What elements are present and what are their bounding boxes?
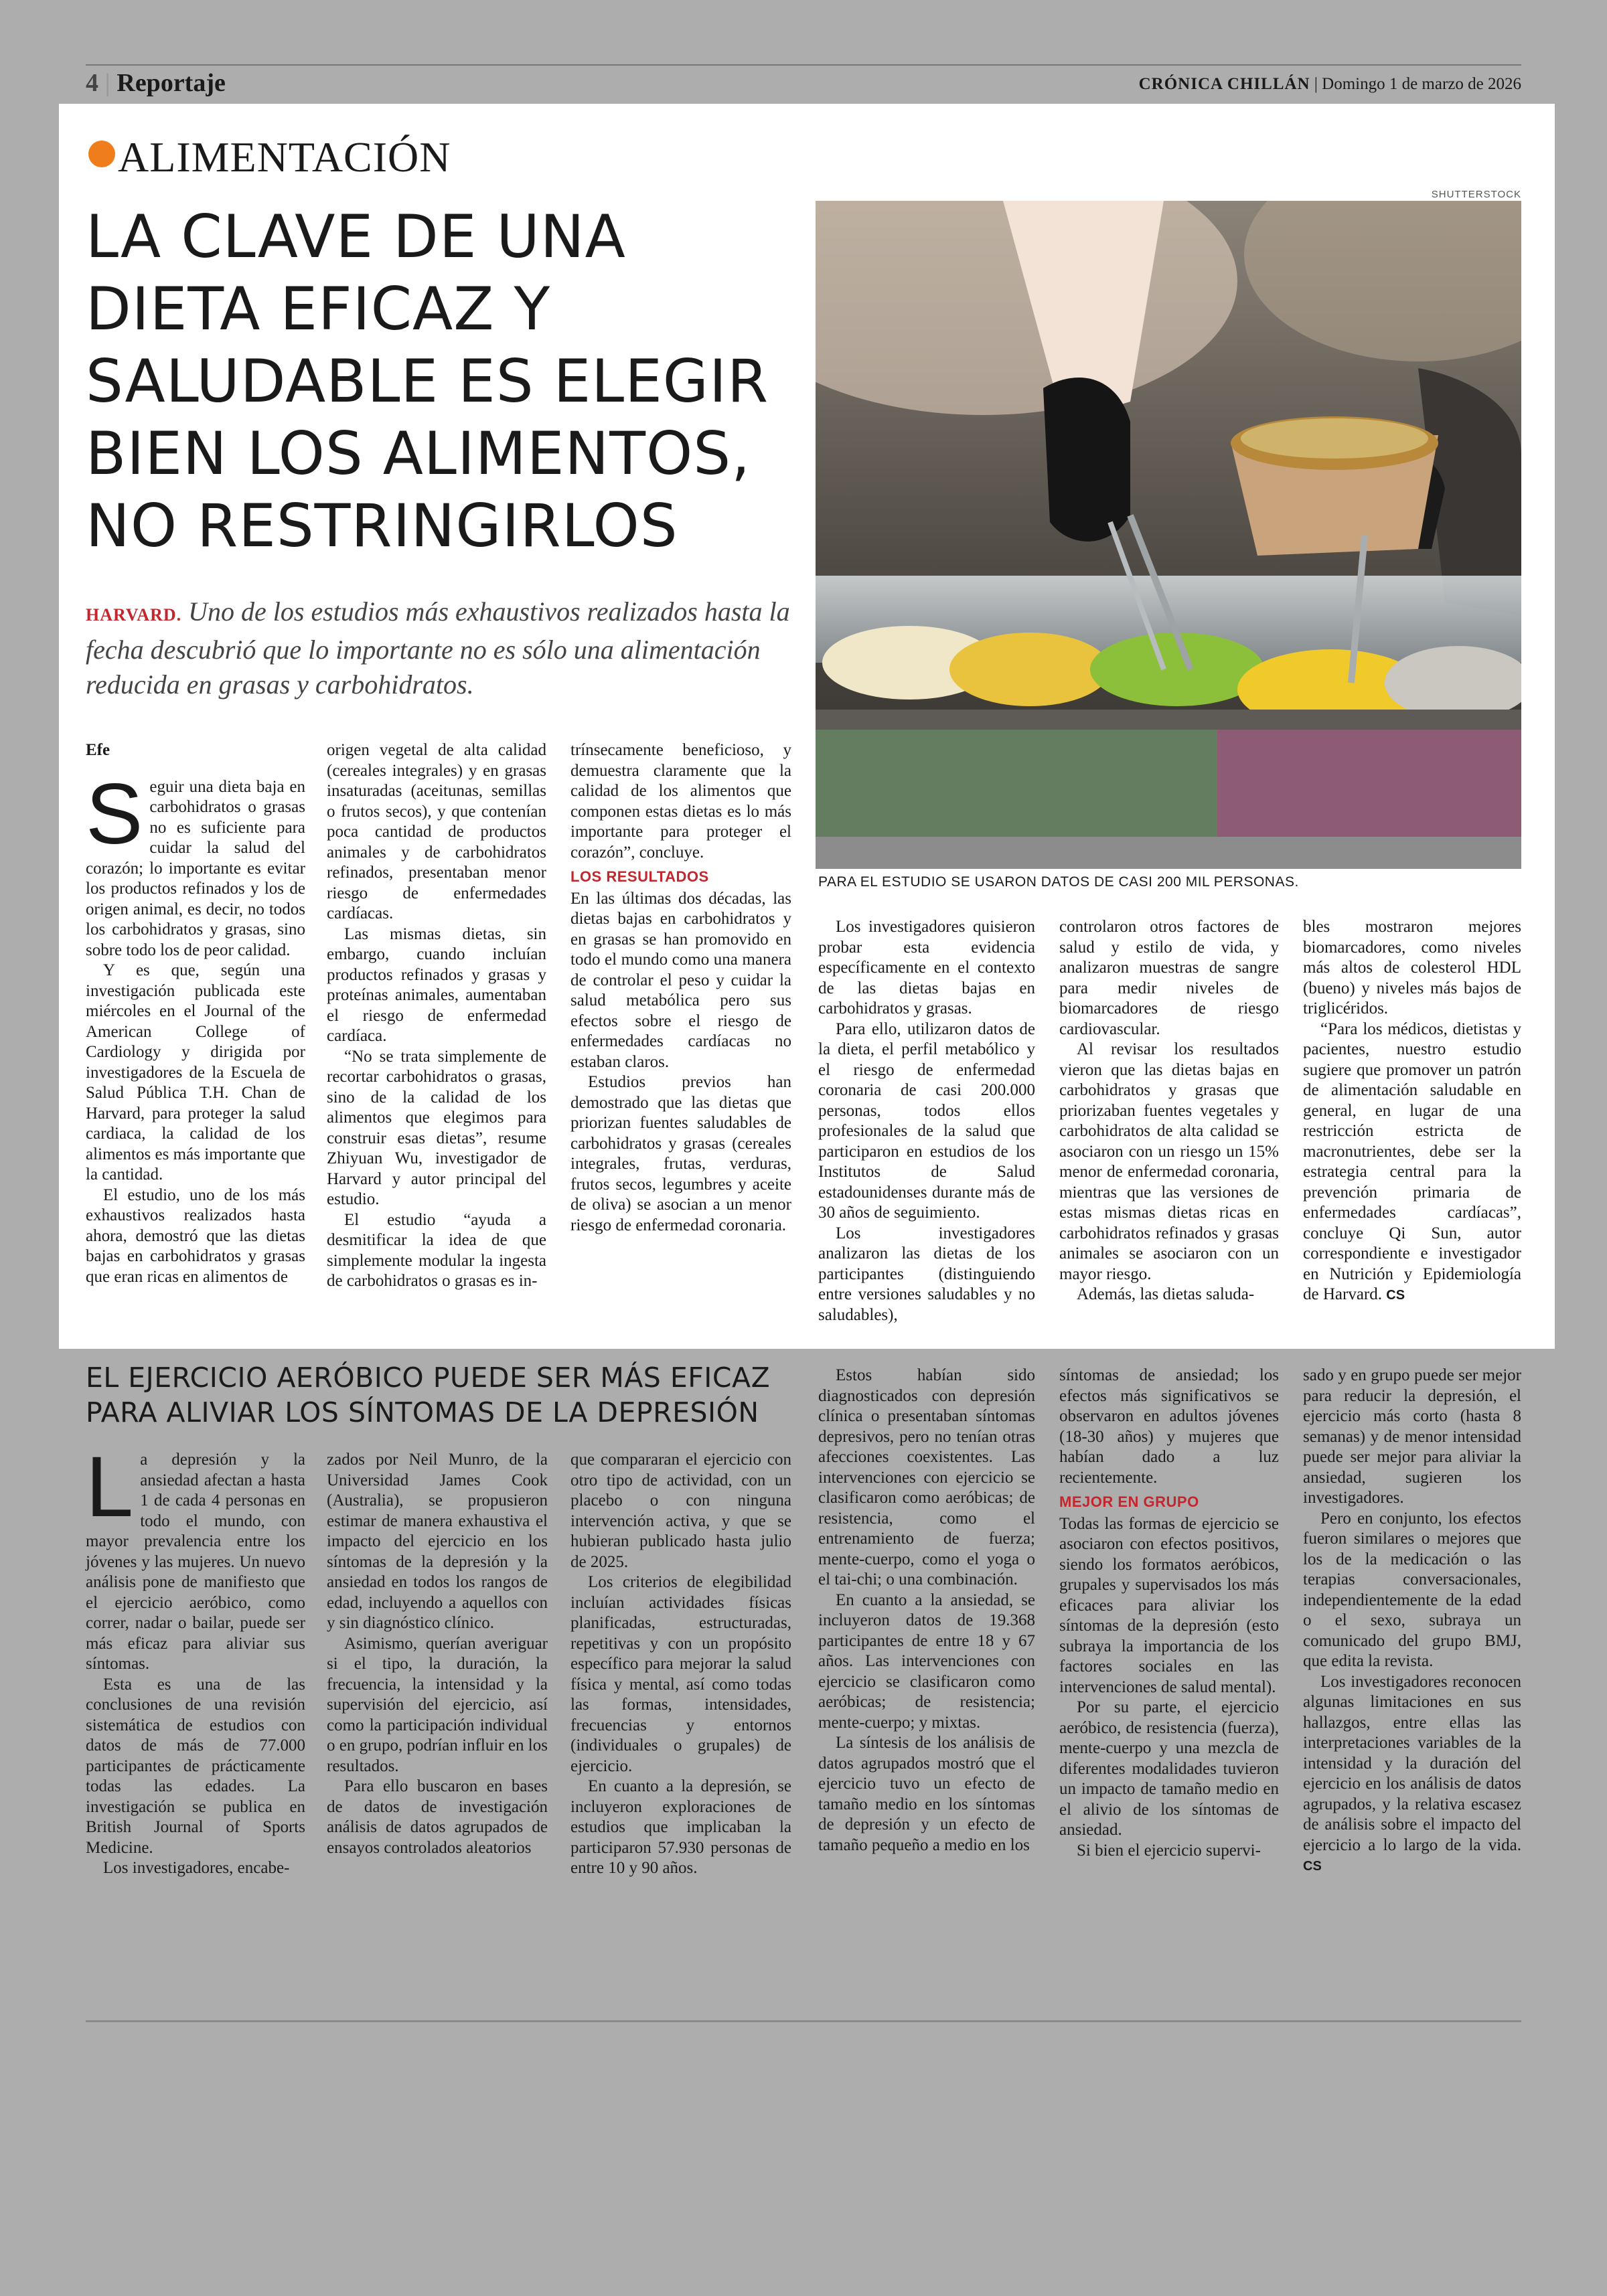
paragraph: En las últimas dos décadas, las dietas bajas en carbohidratos y en grasas se han promovido en todo el mundo como una manera de controlar el peso y cuidar la salud metabólica pero sus efectos sobre el riesgo de enfermedades cardíacas no estaban claros. xyxy=(570,889,791,1071)
paragraph: Los criterios de elegibilidad incluían actividades físicas planificadas, estructuradas, repetitivas y con un propósito específico para mejorar la salud física y mental, así como todas las formas, intensidades, frecuencias y entornos (individuales o grupales) de ejercicio. xyxy=(570,1573,791,1775)
article1-column-4 xyxy=(818,917,1035,1325)
headline-line: SALUDABLE ES ELEGIR xyxy=(86,347,769,416)
paragraph: Estos habían sido diagnosticados con depresión clínica o presentaban síntomas depresivos, pero no tenían otras afecciones coexistentes. Las intervenciones con ejercicio se clasificaron como aeróbicas; de resistencia, como el entrenamiento de fuerza; mente-cuerpo, como el yoga o el tai-chi; o una combinación. xyxy=(818,1366,1035,1588)
paragraph: En cuanto a la ansiedad, se incluyeron datos de 19.368 participantes de entre 18 y 67 años. Las intervenciones con ejercicio se clasificaron como aeróbicas; de resistencia; mente-cuerpo; y mixtas. xyxy=(818,1590,1035,1732)
paragraph: Los investigadores analizaron las dietas de los participantes (distinguiendo entre versiones saludables y no saludables), xyxy=(818,1224,1035,1324)
paragraph-text: “Para los médicos, dietistas y pacientes, nuestro estudio sugiere que promover un patrón de alimentación saludable en general, en lugar de una restricción estricta de macronutrientes, debe ser la estrategia central para la prevención primaria de enfermedades cardíacas”, concluye Qi Sun, autor correspondiente e investigador en Nutrición y Epidemiología de Harvard. xyxy=(1303,1019,1521,1303)
paragraph: Esta es una de las conclusiones de una revisión sistemática de estudios con datos de más de 77.000 participantes de prácticamente todas las edades. La investigación se publica en British Journal of Sports Medicine. xyxy=(86,1675,305,1857)
photo-credit: SHUTTERSTOCK xyxy=(1431,189,1521,200)
dek-text: Uno de los estudios más exhaustivos realizados hasta la fecha descubrió que lo importante no es sólo una alimentación reducida en grasas y carbohidratos. xyxy=(86,596,790,700)
article2-column-5 xyxy=(1059,1366,1279,1861)
paragraph: origen vegetal de alta calidad (cereales integrales) y en grasas insaturadas (aceitunas, semillas o frutos secos), y que contenían poca cantidad de productos animales y de carbohidratos refinados, presentaban menor riesgo de enfermedades cardíacas. xyxy=(327,741,546,922)
headline-line: LA CLAVE DE UNA xyxy=(86,202,626,271)
dek-source: HARVARD. xyxy=(86,605,182,625)
article2-column-1 xyxy=(86,1439,305,1879)
article1-column-2 xyxy=(327,740,546,1292)
page-number: 4 xyxy=(86,69,98,97)
orange-dot-icon xyxy=(88,141,115,167)
paragraph: Para ello, utilizaron datos de la dieta, el perfil metabólico y el riesgo de enfermedad coronaria de casi 200.000 personas, todos ellos profesionales de la salud que participaron en estudios de los Institutos de Salud estadounidenses durante más de 30 años de seguimiento. xyxy=(818,1019,1035,1222)
paragraph-text: Los investigadores reconocen algunas limitaciones en sus hallazgos, entre ellas las interpretaciones variables de la intensidad y la duración del ejercicio en los análisis de datos agrupados, y la relativa escasez de análisis sobre el impacto del ejercicio a lo largo de la vida. xyxy=(1303,1672,1521,1854)
headline-line: BIEN LOS ALIMENTOS, xyxy=(86,419,751,488)
paragraph: Asimismo, querían averiguar si el tipo, la duración, la frecuencia, la intensidad y la supervisión del ejercicio, así como la participación individual o en grupo, podrían influir en los resultados. xyxy=(327,1634,548,1775)
kicker-text: ALIMENTACIÓN xyxy=(118,133,451,181)
headline-line: EL EJERCICIO AERÓBICO PUEDE SER MÁS EFICAZ xyxy=(86,1362,771,1394)
main-headline xyxy=(86,201,809,562)
paragraph: Además, las dietas saluda- xyxy=(1077,1285,1255,1303)
article2-column-2 xyxy=(327,1450,548,1858)
paragraph: La síntesis de los análisis de datos agrupados mostró que el ejercicio tuvo un efecto de tamaño medio en los síntomas de depresión y un efecto de tamaño pequeño a medio en los xyxy=(818,1734,1035,1854)
paragraph: Al revisar los resultados vieron que las dietas bajas en carbohidratos y grasas que priorizaban fuentes vegetales y carbohidratos de alta calidad se asociaron con un riesgo un 15% menor de enfermedad coronaria, mientras que las versiones de estas mismas dietas ricas en carbohidratos refinados y grasas animales se asociaron con un mayor riesgo. xyxy=(1059,1040,1279,1283)
bottom-divider xyxy=(86,2020,1521,2022)
subhead-results: LOS RESULTADOS xyxy=(570,868,709,885)
secondary-headline xyxy=(86,1360,795,1430)
article1-column-5 xyxy=(1059,917,1279,1305)
subhead-better-in-group: MEJOR EN GRUPO xyxy=(1059,1493,1199,1510)
article1-column-6 xyxy=(1303,917,1521,1306)
paragraph: controlaron otros factores de salud y estilo de vida, y analizaron muestras de sangre para medir niveles de biomarcadores de riesgo cardiovascular. xyxy=(1059,918,1279,1038)
paragraph-text: a depresión y la ansiedad afectan a hasta 1 de cada 4 personas en todo el mundo, con mayor prevalencia entre los jóvenes y las mujeres. Un nuevo análisis pone de manifiesto que el ejercicio aeróbico, como correr, nadar o bailar, puede ser más eficaz para aliviar sus síntomas. xyxy=(86,1451,305,1673)
article-dek xyxy=(86,594,795,702)
paragraph: sado y en grupo puede ser mejor para reducir la depresión, el ejercicio más corto (hasta 8 semanas) y de menor intensidad puede ser mejor para aliviar la ansiedad, sugieren los investigadores. xyxy=(1303,1366,1521,1507)
section-name: Reportaje xyxy=(117,69,226,97)
publication-info: CRÓNICA CHILLÁN | Domingo 1 de marzo de 2026 xyxy=(1138,75,1521,93)
headline-line: PARA ALIVIAR LOS SÍNTOMAS DE LA DEPRESIÓN xyxy=(86,1396,759,1428)
paragraph: Todas las formas de ejercicio se asociaron con efectos positivos, siendo los formatos aeróbicos, grupales y supervisados los más eficaces para aliviar los síntomas de la depresión (esto subraya la importancia de los factores sociales en las intervenciones de salud mental). xyxy=(1059,1514,1279,1696)
photo-caption: PARA EL ESTUDIO SE USARON DATOS DE CASI 200 MIL PERSONAS. xyxy=(818,874,1299,890)
paragraph: zados por Neil Munro, de la Universidad James Cook (Australia), se propusieron estimar de manera exhaustiva el impacto del ejercicio en los síntomas de la depresión y la ansiedad en todos los rangos de edad, incluyendo a aquellos con y sin diagnóstico clínico. xyxy=(327,1451,548,1632)
article1-column-3 xyxy=(570,740,791,1236)
headline-line: NO RESTRINGIRLOS xyxy=(86,491,678,560)
byline: Efe xyxy=(86,741,110,759)
paragraph xyxy=(86,766,305,961)
publication-name: CRÓNICA CHILLÁN xyxy=(1138,75,1310,93)
paragraph: Para ello buscaron en bases de datos de investigación análisis de datos agrupados de ensayos controlados aleatorios xyxy=(327,1777,548,1857)
paragraph: Pero en conjunto, los efectos fueron similares o mejores que los de la medicación o las terapias conversacionales, independientemente de la edad o el sexo, subraya un comunicado del grupo BMJ, que edita la revista. xyxy=(1303,1509,1521,1670)
paragraph: Las mismas dietas, sin embargo, cuando incluían productos refinados y grasas y proteínas animales, aumentaban el riesgo de enfermedad cardíaca. xyxy=(327,924,546,1045)
paragraph: que compararan el ejercicio con otro tipo de actividad, con un placebo o con ninguna intervención activa, y que se hubieran publicado hasta julio de 2025. xyxy=(570,1451,791,1571)
paragraph: Por su parte, el ejercicio aeróbico, de resistencia (fuerza), mente-cuerpo y una mezcla de diferentes modalidades tuvieron un impacto de tamaño medio en el alivio de los síntomas de ansiedad. xyxy=(1059,1698,1279,1839)
publication-date: Domingo 1 de marzo de 2026 xyxy=(1322,75,1521,93)
section-kicker xyxy=(88,133,451,182)
paragraph: En cuanto a la depresión, se incluyeron exploraciones de estudios que implicaban la participaron 57.930 personas de entre 10 y 90 años. xyxy=(570,1777,791,1877)
paragraph: trínsecamente beneficioso, y demuestra claramente que la calidad de los alimentos que componen estas dietas es lo más importante para proteger el corazón”, concluye. xyxy=(570,741,791,862)
food-counter-photo xyxy=(816,201,1521,869)
article2-column-4 xyxy=(818,1366,1035,1856)
article1-column-1 xyxy=(86,740,305,1287)
paragraph: síntomas de ansiedad; los efectos más significativos se observaron en adultos jóvenes (18-30 años) y mujeres que habían dado a luz recientemente. xyxy=(1059,1366,1279,1487)
paragraph xyxy=(86,1439,305,1675)
drop-cap: L xyxy=(86,1439,134,1535)
paragraph xyxy=(1303,1019,1521,1306)
paragraph: El estudio, uno de los más exhaustivos realizados hasta ahora, demostró que las dietas bajas en carbohidratos y grasas que eran ricas en alimentos de xyxy=(86,1185,305,1286)
paragraph: “No se trata simplemente de recortar carbohidratos o grasas, sino de la calidad de los alimentos que elegimos para construir esas dietas”, resume Zhiyuan Wu, investigador de Harvard y autor principal del estudio. xyxy=(327,1047,546,1208)
paragraph: Estudios previos han demostrado que las dietas que priorizan fuentes saludables de carbohidratos y grasas (cereales integrales, frutas, verduras, frutos secos, legumbres y aceite de oliva) se asocian a un menor riesgo de enfermedad coronaria. xyxy=(570,1073,791,1234)
article-photo xyxy=(816,201,1521,869)
page-header xyxy=(86,64,1521,99)
end-mark-icon: CS xyxy=(1303,1859,1322,1874)
headline-line: DIETA EFICAZ Y xyxy=(86,274,551,343)
end-mark-icon: CS xyxy=(1386,1288,1405,1303)
paragraph: bles mostraron mejores biomarcadores, como niveles más altos de colesterol HDL (bueno) y niveles más bajos de triglicéridos. xyxy=(1303,918,1521,1017)
section-label: 4 | Reportaje xyxy=(86,69,226,97)
paragraph: Si bien el ejercicio supervi- xyxy=(1077,1841,1261,1860)
paragraph xyxy=(1303,1672,1521,1877)
paragraph: Y es que, según una investigación publicada este miércoles en el Journal of the American College of Cardiology y dirigida por investigadores de la Escuela de Salud Pública T.H. Chan de Harvard, para proteger la salud cardiaca, la calidad de los alimentos es más importante que la cantidad. xyxy=(86,961,305,1183)
paragraph-text: eguir una dieta baja en carbohidratos o grasas no es suficiente para cuidar la salud del corazón; lo importante es evitar los productos refinados y los de origen animal, es decir, no todos los carbohidratos y grasas, sino sobre todo los de peor calidad. xyxy=(86,777,305,959)
paragraph: Los investigadores quisieron probar esta evidencia específicamente en el contexto de las dietas bajas en carbohidratos y grasas. xyxy=(818,918,1035,1017)
article2-column-6 xyxy=(1303,1366,1521,1877)
drop-cap: S xyxy=(86,766,143,862)
paragraph: El estudio “ayuda a desmitificar la idea de que simplemente modular la ingesta de carbohidratos o grasas es in- xyxy=(327,1210,546,1290)
paragraph: Los investigadores, encabe- xyxy=(103,1859,290,1877)
article2-column-3 xyxy=(570,1450,791,1879)
